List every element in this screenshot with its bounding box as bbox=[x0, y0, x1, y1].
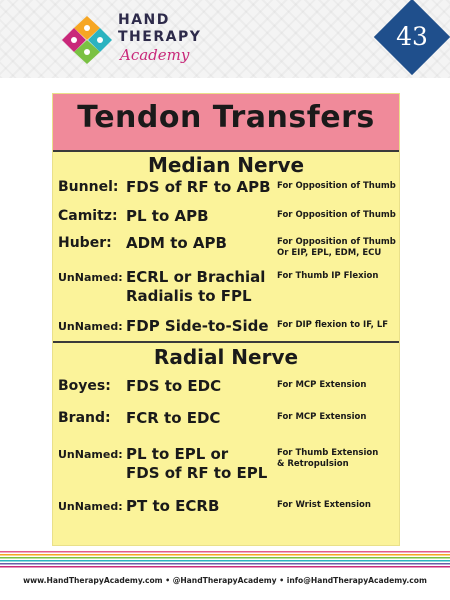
brand-name-line3: Academy bbox=[120, 46, 190, 64]
page-number-badge bbox=[373, 0, 450, 76]
procedure-name: Camitz: bbox=[58, 208, 118, 224]
purpose-line: For Thumb Extension bbox=[277, 448, 379, 458]
transfer-line: PL to EPL or bbox=[126, 445, 229, 463]
section-heading: Radial Nerve bbox=[153, 345, 299, 369]
transfer-description bbox=[126, 377, 221, 396]
procedure-name: UnNamed: bbox=[58, 320, 123, 333]
brand-name-line2: THERAPY bbox=[118, 29, 202, 45]
procedure-name: Huber: bbox=[58, 235, 112, 251]
purpose-line: For Wrist Extension bbox=[277, 500, 371, 510]
footer-contact[interactable]: www.HandTherapyAcademy.com • @HandTherapyAcademy • info@HandTherapyAcademy.com bbox=[23, 576, 427, 585]
purpose-line: For Opposition of Thumb bbox=[277, 181, 396, 191]
logo-icon bbox=[62, 14, 112, 64]
transfer-purpose bbox=[277, 271, 378, 282]
purpose-line: For Thumb IP Flexion bbox=[277, 271, 379, 281]
transfer-line: PL to APB bbox=[126, 207, 209, 225]
transfer-line: FDP Side-to-Side bbox=[126, 317, 269, 335]
transfer-line: Radialis to FPL bbox=[126, 287, 252, 305]
logo[interactable] bbox=[62, 8, 212, 70]
transfer-line: ECRL or Brachial bbox=[126, 268, 266, 286]
transfer-description bbox=[126, 207, 209, 226]
transfer-description bbox=[126, 409, 220, 428]
transfer-purpose bbox=[277, 412, 366, 423]
decorative-stripes bbox=[0, 551, 450, 569]
transfer-purpose bbox=[277, 380, 366, 391]
section-divider bbox=[53, 341, 399, 343]
transfer-purpose bbox=[277, 210, 396, 221]
purpose-line: For Opposition of Thumb bbox=[277, 237, 396, 247]
purpose-line: For MCP Extension bbox=[277, 380, 367, 390]
transfer-line: FDS of RF to APB bbox=[126, 178, 271, 196]
purpose-line: For DIP flexion to IF, LF bbox=[277, 320, 389, 330]
transfer-line: ADM to APB bbox=[126, 234, 227, 252]
transfer-description bbox=[126, 445, 267, 483]
transfer-description bbox=[126, 497, 219, 516]
transfer-purpose bbox=[277, 448, 378, 470]
transfer-description bbox=[126, 268, 265, 306]
brand-name-line1: HAND bbox=[118, 12, 170, 28]
procedure-name: Boyes: bbox=[58, 378, 111, 394]
purpose-line: For Opposition of Thumb bbox=[277, 210, 396, 220]
procedure-name: UnNamed: bbox=[58, 500, 123, 513]
transfer-line: PT to ECRB bbox=[126, 497, 220, 515]
transfer-purpose bbox=[277, 500, 371, 511]
purpose-line: & Retropulsion bbox=[277, 459, 349, 469]
transfer-line: FDS of RF to EPL bbox=[126, 464, 268, 482]
card-title: Tendon Transfers bbox=[77, 100, 375, 135]
transfer-purpose bbox=[277, 237, 396, 259]
purpose-line: For MCP Extension bbox=[277, 412, 367, 422]
tendon-transfer-card bbox=[53, 94, 399, 545]
transfer-purpose bbox=[277, 181, 396, 192]
procedure-name: UnNamed: bbox=[58, 271, 123, 284]
procedure-name: Bunnel: bbox=[58, 179, 119, 195]
transfer-line: FDS to EDC bbox=[126, 377, 222, 395]
transfer-purpose bbox=[277, 320, 388, 331]
purpose-line: Or EIP, EPL, EDM, ECU bbox=[277, 248, 382, 258]
procedure-name: UnNamed: bbox=[58, 448, 123, 461]
transfer-line: FCR to EDC bbox=[126, 409, 221, 427]
transfer-description bbox=[126, 317, 269, 336]
transfer-description bbox=[126, 234, 227, 253]
section-heading: Median Nerve bbox=[147, 153, 305, 177]
page-number: 43 bbox=[396, 22, 428, 51]
procedure-name: Brand: bbox=[58, 410, 111, 426]
transfer-description bbox=[126, 178, 271, 197]
title-bar bbox=[53, 94, 399, 152]
